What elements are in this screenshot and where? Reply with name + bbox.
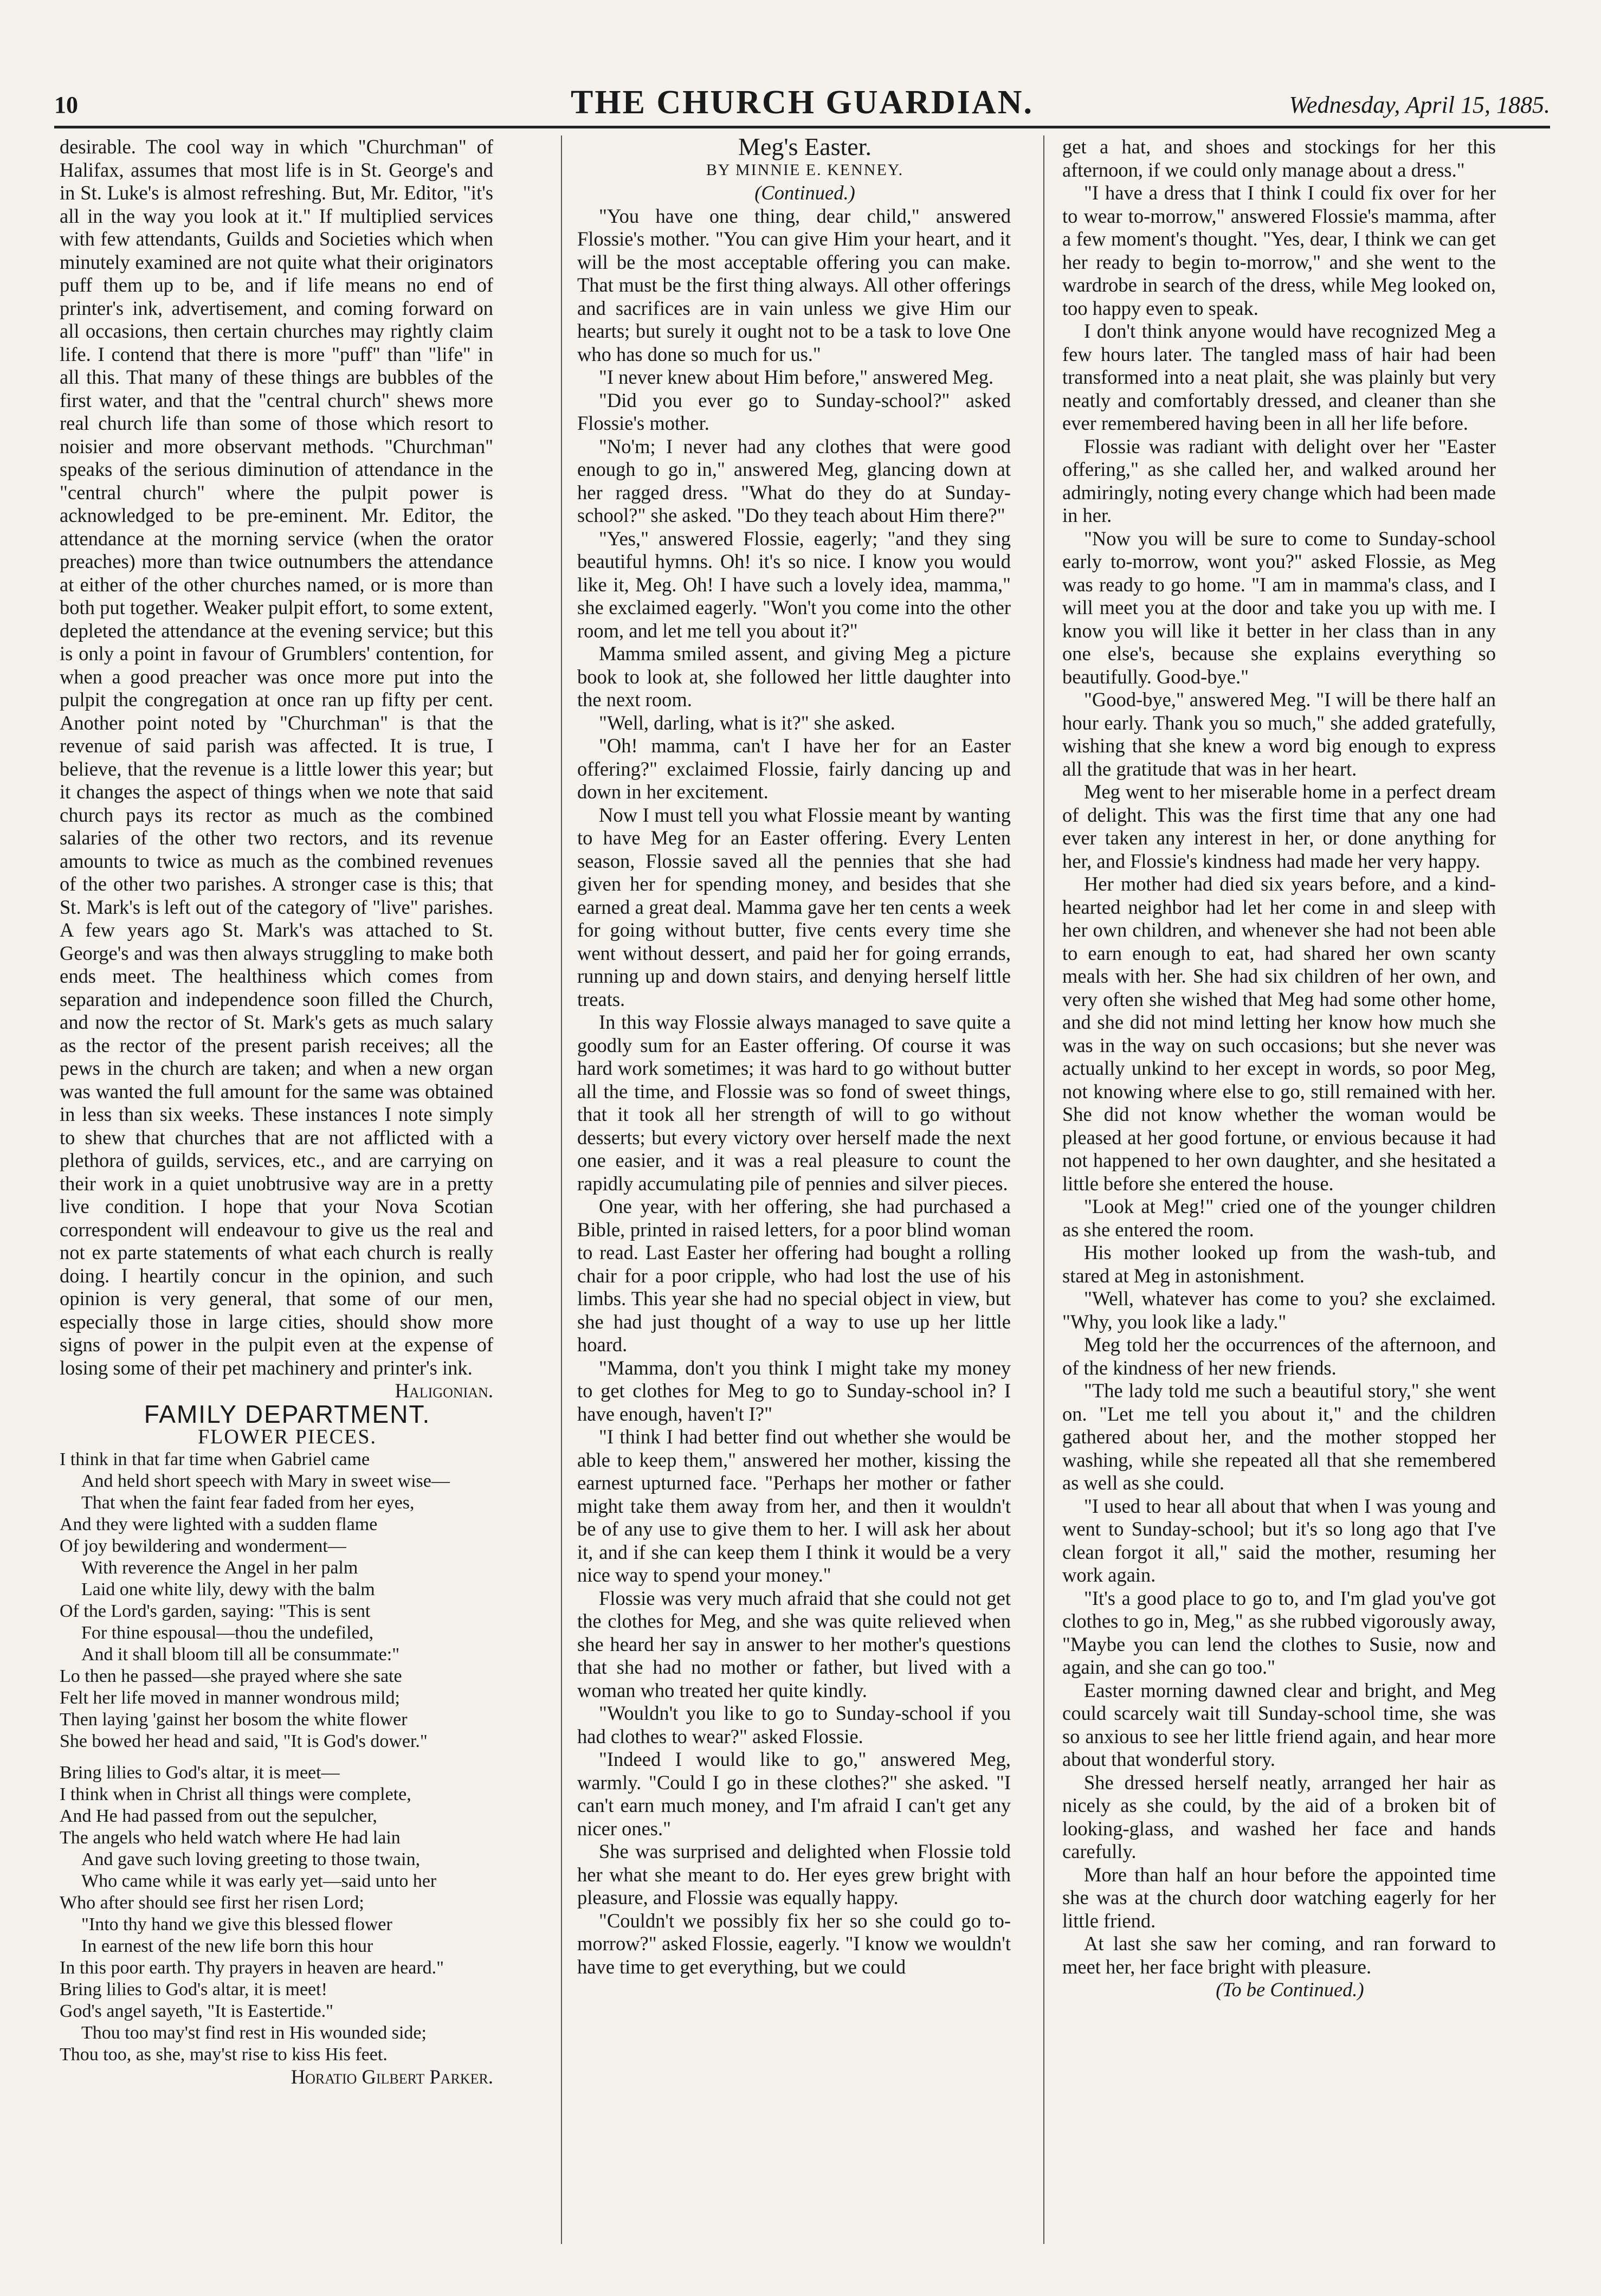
story-paragraph: Flossie was very much afraid that she could not get the clothes for Meg, and she was quite relieved when she heard her say in answer to her mother's questions that she had no mother or father, but lived with a woman who treated her quite kindly. [577,1586,1011,1701]
poem-line: Who came while it was early yet—said unto her [81,1871,437,1891]
masthead-rule [54,126,1550,128]
poem-line: And gave such loving greeting to those twain, [81,1849,421,1869]
story-paragraph: "Well, darling, what is it?" she asked. [599,711,895,734]
poem-line: Of joy bewildering and wonderment— [60,1536,346,1556]
masthead [54,76,1550,125]
poem-line: And held short speech with Mary in sweet wise— [81,1471,450,1491]
story-title: Meg's Easter. [738,136,871,160]
story-paragraph: One year, with her offering, she had purchased a Bible, printed in raised letters, for a poor blind woman to read. Last Easter her offering had bought a rolling chair for a poor cripple, who had lost the use of his limbs. This year she had no special object in view, but she had just thought of a way to use up her little hoard. [577,1195,1011,1356]
story-paragraph: She was surprised and delighted when Flossie told her what she meant to do. Her eyes grew bright with pleasure, and Flossie was equally happy. [577,1840,1011,1908]
story-paragraph: His mother looked up from the wash-tub, and stared at Meg in astonishment. [1062,1241,1496,1287]
poem-line: Lo then he passed—she prayed where she sate [60,1666,402,1686]
poem-line: "Into thy hand we give this blessed flower [81,1914,392,1934]
page-number: 10 [54,92,78,118]
story-paragraph: "Now you will be sure to come to Sunday-school early to-morrow, wont you?" asked Flossie, as Meg was ready to go home. "I am in mamma's class, and I will meet you at the door and take you up with me. I know you will like it better in her class than in any one else's, because she explains everything so beautifully. Good-bye." [1062,527,1496,688]
continued-label: (Continued.) [754,182,855,204]
story-paragraph: Flossie was radiant with delight over her "Easter offering," as she called her, and walked around her admiringly, noting every change which had been made in her. [1062,435,1496,526]
story-paragraph: "Did you ever go to Sunday-school?" asked Flossie's mother. [577,389,1011,434]
story-paragraph: In this way Flossie always managed to save quite a goodly sum for an Easter offering. Of course it was hard work sometimes; it was hard to go without butter all the time, and Flossie was so fond of sweet things, that it took all her strength of will to go without desserts; but every victory over herself made the next one easier, and it was a real pleasure to count the rapidly accumulating pile of pennies and silver pieces. [577,1011,1011,1195]
story-paragraph: get a hat, and shoes and stockings for her this afternoon, if we could only manage about a dress." [1062,136,1496,181]
to-be-continued-label: (To be Continued.) [1216,1978,1364,2001]
story-paragraphs-continued [1062,136,1496,1978]
column-2 [577,136,1011,2255]
story-paragraph: "It's a good place to go to, and I'm glad you've got clothes to go in, Meg," as she rubbed vigorously away, "Maybe you can lend the clothes to Susie, now and again, and she can go too." [1062,1586,1496,1678]
stanza-break [60,1752,493,1762]
poem [60,1449,493,2066]
story-paragraph: "Wouldn't you like to go to Sunday-school if you had clothes to wear?" asked Flossie. [577,1702,1011,1747]
story-paragraph: "Well, whatever has come to you? she exclaimed. "Why, you look like a lady." [1062,1287,1496,1333]
poem-author: Horatio Gilbert Parker. [290,2065,493,2088]
story-paragraph: "No'm; I never had any clothes that were good enough to go in," answered Meg, glancing down at her ragged dress. "What do they do at Sunday-school?" she asked. "Do they teach about Him there?" [577,435,1011,526]
column-3 [1062,136,1496,2255]
poem-line: And it shall bloom till all be consummate:" [81,1644,400,1665]
story-paragraph: At last she saw her coming, and ran forward to meet her, her face bright with pleasure. [1062,1932,1496,1978]
story-paragraph: Easter morning dawned clear and bright, and Meg could scarcely wait till Sunday-school time, she was so anxious to see her little friend again, and hear more about that wonderful story. [1062,1679,1496,1770]
story-paragraph: She dressed herself neatly, arranged her hair as nicely as she could, by the aid of a broken bit of looking-glass, and washed her face and hands carefully. [1062,1771,1496,1862]
poem-line: In earnest of the new life born this hour [81,1936,373,1956]
column-divider [561,136,562,2244]
poem-line: For thine espousal—thou the undefiled, [81,1622,374,1643]
poem-title: FLOWER PIECES. [198,1426,377,1448]
story-paragraph: "I never knew about Him before," answered Meg. [599,366,994,388]
story-paragraph: Now I must tell you what Flossie meant by wanting to have Meg for an Easter offering. Every Lenten season, Flossie saved all the pennies that she had given her for spending money, and besides that she earned a great deal. Mamma gave her ten cents a week for going without butter, five cents every time she went without dessert, and paid her for going errands, running up and down stairs, and denying herself little treats. [577,803,1011,1010]
newspaper-title: THE CHURCH GUARDIAN. [571,84,1034,121]
poem-line: Who after should see first her risen Lord; [60,1892,364,1913]
poem-line: With reverence the Angel in her palm [81,1557,358,1578]
poem-line: She bowed her head and said, "It is God's dower." [60,1731,428,1751]
poem-line: Thou too, as she, may'st rise to kiss His feet. [60,2044,388,2065]
story-paragraph: Meg went to her miserable home in a perfect dream of delight. This was the first time that any one had ever taken any interest in her, or done anything for her, and Flossie's kindness had made her very happy. [1062,781,1496,872]
story-author: BY MINNIE E. KENNEY. [706,160,904,179]
letter-signature: Haligonian. [395,1379,493,1402]
poem-line: God's angel sayeth, "It is Eastertide." [60,2001,334,2021]
poem-line: The angels who held watch where He had lain [60,1827,401,1848]
poem-line: In this poor earth. Thy prayers in heaven are heard." [60,1957,444,1978]
story-paragraph: "You have one thing, dear child," answered Flossie's mother. "You can give Him your heart, and it will be the most acceptable offering you can make. That must be the first thing always. All other offerings and sacrifices are in vain unless we give Him our hearts; but surely it ought not to be a task to love One who has done so much for us." [577,204,1011,365]
story-paragraph: "Indeed I would like to go," answered Meg, warmly. "Could I go in these clothes?" she asked. "I can't earn much money, and I'm afraid I can't get any nicer ones." [577,1748,1011,1840]
story-paragraph: "Look at Meg!" cried one of the younger children as she entered the room. [1062,1195,1496,1241]
story-paragraph: I don't think anyone would have recognized Meg a few hours later. The tangled mass of hair had been transformed into a neat plait, she was plainly but very neatly and comfortably dressed, and cleaner than she ever remembered having been in all her life before. [1062,320,1496,434]
poem-line: That when the faint fear faded from her eyes, [81,1492,415,1513]
story-paragraphs [577,205,1011,1979]
poem-line: I think when in Christ all things were complete, [60,1784,411,1804]
poem-line: Bring lilies to God's altar, it is meet! [60,1979,327,2000]
story-paragraph: "Good-bye," answered Meg. "I will be there half an hour early. Thank you so much," she added gratefully, wishing that she knew a word big enough to express all the gratitude that was in her heart. [1062,688,1496,780]
story-paragraph: "Mamma, don't you think I might take my money to get clothes for Meg to go to Sunday-school in? I have enough, haven't I?" [577,1356,1011,1425]
story-paragraph: "I have a dress that I think I could fix over for her to wear to-morrow," answered Flossie's mamma, after a few moment's thought. "Yes, dear, I think we can get her ready to begin to-morrow," and she went to the wardrobe in search of the dress, while Meg looked on, too happy even to speak. [1062,182,1496,319]
story-paragraph: "Oh! mamma, can't I have her for an Easter offering?" exclaimed Flossie, fairly dancing up and down in her excitement. [577,734,1011,803]
story-paragraph: Meg told her the occurrences of the afternoon, and of the kindness of her new friends. [1062,1333,1496,1379]
poem-line: Of the Lord's garden, saying: "This is sent [60,1601,371,1621]
story-paragraph: "The lady told me such a beautiful story," she went on. "Let me tell you about it," and the children gathered about her, and the mother stopped her washing, while she repeated all that she remembered as well as she could. [1062,1379,1496,1494]
letter-text: desirable. The cool way in which "Churchman" of Halifax, assumes that most life is in St. George's and in St. Luke's is almost refreshing. But, Mr. Editor, "it's all in the way you look at it." If multiplied services with few attendants, Guilds and Societies which when minutely examined are not quite what their originators puff them up to be, and if life means no end of printer's ink, advertisement, and coming forward on all occasions, then certain churches may rightly claim life. I contend that there is more "puff" than "life" in all this. That many of these things are bubbles of the first water, and that the "central church" shews more real church life than some of those which resort to noisier and more observant methods. "Churchman" speaks of the serious diminution of attendance in the "central church" where the pulpit power is acknowledged to be pre-eminent. Mr. Editor, the attendance at the morning service (when the orator preaches) more than twice outnumbers the attendance at either of the other churches named, or is more than both put together. Weaker pulpit effort, to some extent, depleted the attendance at the evening service; but this is only a point in favour of Grumblers' contention, for when a good preacher was once more put into the pulpit the congregation at once ran up fifty per cent. Another point noted by "Churchman" is that the revenue of said parish was affected. It is true, I believe, that the revenue is a little lower this year; but it changes the aspect of things when we note that said church pays its rector as much as the combined salaries of the other two rectors, and its revenue amounts to twice as much as the combined revenues of the other two parishes. A stronger case is this; that St. Mark's is left out of the category of "live" parishes. A few years ago St. Mark's was attached to St. George's and was then always struggling to make both ends meet. The healthiness which comes from separation and independence soon filled the Church, and now the rector of St. Mark's gets as much salary as the rector of the present parish receives; all the pews in the church are taken; and when a new organ was wanted the full amount for the same was obtained in less than six weeks. These instances I note simply to shew that churches that are not afflicted with a plethora of guilds, services, etc., and are carrying on their work in a quiet unobtrusive way are in a pretty live condition. I hope that your Nova Scotian correspondent will endeavour to give us the real and not ex parte statements of what each church is really doing. I heartily concur in the opinion, and such opinion is very general, that some of our men, especially those in large cities, should show more signs of power in the pulpit even at the expense of losing some of their pet machinery and printer's ink. [60,136,493,1379]
column-divider [1043,136,1044,2244]
poem-line: Bring lilies to God's altar, it is meet— [60,1762,340,1783]
column-1 [60,136,493,2255]
poem-line: Laid one white lily, dewy with the balm [81,1579,375,1600]
story-paragraph: "Couldn't we possibly fix her so she could go to-morrow?" asked Flossie, eagerly. "I know we wouldn't have time to get everything, but we could [577,1909,1011,1978]
section-title: FAMILY DEPARTMENT. [144,1399,431,1428]
poem-line: And they were lighted with a sudden flame [60,1514,378,1534]
poem-line: I think in that far time when Gabriel came [60,1449,370,1469]
poem-line: And He had passed from out the sepulcher, [60,1805,377,1826]
story-paragraph: "Yes," answered Flossie, eagerly; "and they sing beautiful hymns. Oh! it's so nice. I know you would like it, Meg. Oh! I have such a lovely idea, mamma," she exclaimed eagerly. "Won't you come into the other room, and let me tell you about it?" [577,527,1011,642]
issue-date: Wednesday, April 15, 1885. [1289,92,1550,118]
poem-line: Felt her life moved in manner wondrous mild; [60,1687,400,1708]
poem-line: Thou too may'st find rest in His wounded side; [81,2022,427,2043]
story-paragraph: Her mother had died six years before, and a kind-hearted neighbor had let her come in and sleep with her own children, and whenever she had not been able to earn enough to eat, had shared her own scanty meals with her. She had six children of her own, and very often she wished that Meg had some other home, and she did not mind letting her know how much she was in the way on such occasions; but she never was actually unkind to her except in words, so poor Meg, not knowing where else to go, still remained with her. She did not know whether the woman would be pleased at her good fortune, or envious because it had not happened to her own daughter, and she hesitated a little before she entered the house. [1062,873,1496,1195]
poem-line: Then laying 'gainst her bosom the white flower [60,1709,408,1730]
story-paragraph: Mamma smiled assent, and giving Meg a picture book to look at, she followed her little daughter into the next room. [577,642,1011,711]
story-paragraph: "I think I had better find out whether she would be able to keep them," answered her mother, kissing the earnest upturned face. "Perhaps her mother or father might take them away from her, and then it wouldn't be of any use to give them to her. I will ask her about it, and if she can keep them I think it would be a very nice way to spend your money." [577,1426,1011,1586]
story-paragraph: More than half an hour before the appointed time she was at the church door watching eagerly for her little friend. [1062,1863,1496,1932]
story-paragraph: "I used to hear all about that when I was young and went to Sunday-school; but it's so long ago that I've clean forgot it all," said the mother, resuming her work again. [1062,1494,1496,1586]
